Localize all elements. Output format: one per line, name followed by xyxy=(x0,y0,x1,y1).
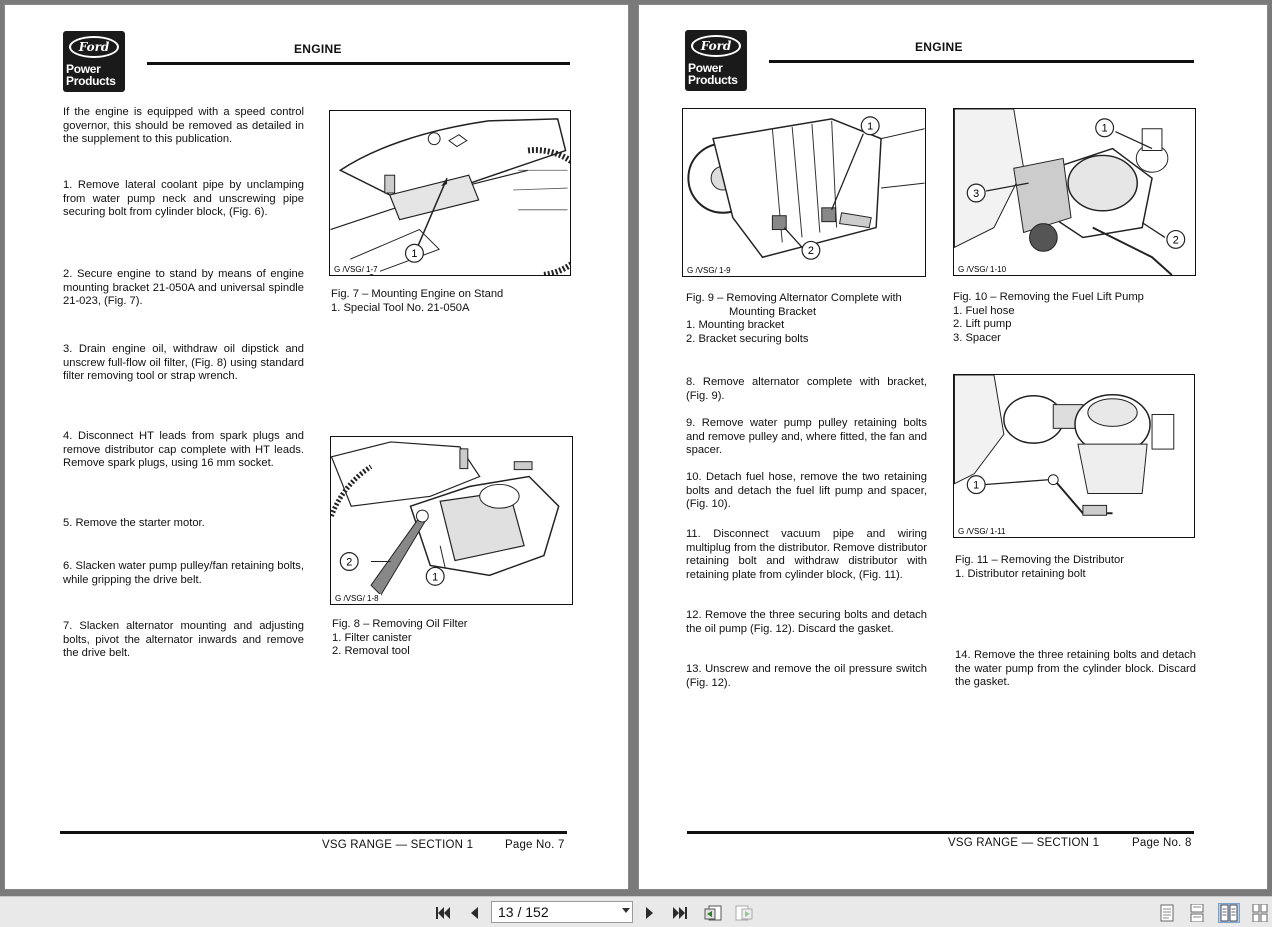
ford-logo xyxy=(63,31,125,92)
step-2: 2. Secure engine to stand by means of engine mounting bracket 21-050A and universal spindle 21-023, (Fig. 7). xyxy=(63,268,304,308)
go-forward-icon xyxy=(734,904,754,922)
page-7 xyxy=(4,4,629,890)
fig9-callout-1: 1 xyxy=(867,120,874,133)
fig-7-illustration xyxy=(329,110,571,276)
step-13: 13. Unscrew and remove the oil pressure switch (Fig. 12). xyxy=(686,663,927,689)
page-header: ENGINE xyxy=(294,42,342,56)
prev-page-button[interactable] xyxy=(463,903,485,923)
fig-8-code: G /VSG/ 1-8 xyxy=(335,594,379,603)
footer-page-number: Page No. 7 xyxy=(505,839,565,851)
fig-8-item-2: 2. Removal tool xyxy=(332,645,410,658)
fig-9-illustration xyxy=(682,108,926,277)
fig10-callout-3: 3 xyxy=(973,187,980,200)
logo-line2: Products xyxy=(688,73,738,87)
facing-icon xyxy=(1220,904,1238,922)
fig-9-code: G /VSG/ 1-9 xyxy=(687,266,731,275)
page-number-input[interactable] xyxy=(492,902,612,922)
step-9: 9. Remove water pump pulley retaining bolts and remove pulley and, where fitted, the fan and spacer. xyxy=(686,417,927,457)
step-3: 3. Drain engine oil, withdraw oil dipstick and unscrew full-flow oil filter, (Fig. 8) using standard filter removing tool or strap wrench. xyxy=(63,343,304,383)
fig7-callout-1: 1 xyxy=(411,248,418,261)
first-page-button[interactable] xyxy=(432,903,454,923)
step-10: 10. Detach fuel hose, remove the two retaining bolts and detach the fuel lift pump and spacer, (Fig. 10). xyxy=(686,471,927,511)
logo-line1: Power xyxy=(66,62,101,76)
header-rule xyxy=(769,60,1194,63)
fig-9-item-2: 2. Bracket securing bolts xyxy=(686,332,809,345)
navigation-toolbar xyxy=(0,896,1272,927)
fig-8-illustration xyxy=(330,436,573,605)
fig10-callout-1: 1 xyxy=(1101,122,1108,135)
fig-8-item-1: 1. Filter canister xyxy=(332,631,412,644)
ford-oval-logo: Ford xyxy=(69,36,119,58)
first-page-icon xyxy=(434,905,452,921)
fig-7-code: G /VSG/ 1-7 xyxy=(334,265,378,274)
footer-page-number: Page No. 8 xyxy=(1132,837,1192,849)
fig-10-item-3: 3. Spacer xyxy=(953,331,1001,344)
fig-9-title-cont: Mounting Bracket xyxy=(729,305,817,318)
ford-logo xyxy=(685,30,747,91)
fig-7-title: Fig. 7 – Mounting Engine on Stand xyxy=(331,288,504,300)
page-header: ENGINE xyxy=(915,40,963,54)
fig-7-item-1: 1. Special Tool No. 21-050A xyxy=(331,301,470,314)
step-7: 7. Slacken alternator mounting and adjusting bolts, pivot the alternator inwards and remove the drive belt. xyxy=(63,620,304,660)
step-4: 4. Disconnect HT leads from spark plugs and remove distributor cap complete with HT leads. Remove spark plugs, using 16 mm socket. xyxy=(63,430,304,470)
footer-section: VSG RANGE — SECTION 1 xyxy=(948,837,1100,849)
footer-rule xyxy=(60,831,567,834)
continuous-icon xyxy=(1190,904,1204,922)
fig-10-item-2: 2. Lift pump xyxy=(953,318,1012,331)
step-1: 1. Remove lateral coolant pipe by unclamping from water pump neck and unscrewing pipe securing bolt from cylinder block, (Fig. 6). xyxy=(63,179,304,219)
footer-rule xyxy=(687,831,1194,834)
fig-11-title: Fig. 11 – Removing the Distributor xyxy=(955,554,1124,566)
chevron-down-icon[interactable] xyxy=(622,908,630,913)
logo-line1: Power xyxy=(688,61,723,75)
fig-10-title: Fig. 10 – Removing the Fuel Lift Pump xyxy=(953,291,1144,303)
last-page-icon xyxy=(671,905,689,921)
fig-11-code: G /VSG/ 1-11 xyxy=(958,527,1006,536)
facing-continuous-view-button[interactable] xyxy=(1250,903,1270,923)
single-page-icon xyxy=(1160,904,1174,922)
ford-oval-logo: Ford xyxy=(691,35,741,57)
fig10-callout-2: 2 xyxy=(1172,234,1179,247)
intro-text: If the engine is equipped with a speed control governor, this should be removed as detailed in the supplement to this publication. xyxy=(63,106,304,146)
fig11-callout-1: 1 xyxy=(973,479,980,492)
next-page-icon xyxy=(643,905,657,921)
fig8-callout-1: 1 xyxy=(432,571,439,584)
header-rule xyxy=(147,62,570,65)
fig-11-illustration xyxy=(953,374,1195,538)
go-back-button[interactable] xyxy=(702,903,724,923)
footer-section: VSG RANGE — SECTION 1 xyxy=(322,839,474,851)
fig-9-item-1: 1. Mounting bracket xyxy=(686,319,785,332)
single-page-view-button[interactable] xyxy=(1156,903,1178,923)
go-back-icon xyxy=(703,904,723,922)
go-forward-button[interactable] xyxy=(733,903,755,923)
fig9-callout-2: 2 xyxy=(807,245,814,258)
fig-7-caption xyxy=(331,288,571,315)
page-number-field[interactable] xyxy=(491,901,633,923)
fig-11-caption xyxy=(955,554,1205,581)
fig-8-title: Fig. 8 – Removing Oil Filter xyxy=(332,618,468,630)
page-8 xyxy=(638,4,1268,890)
fig-10-illustration xyxy=(953,108,1196,276)
fig-10-code: G /VSG/ 1-10 xyxy=(958,265,1007,274)
continuous-view-button[interactable] xyxy=(1186,903,1208,923)
fig-9-title: Fig. 9 – Removing Alternator Complete with xyxy=(686,292,902,304)
fig-10-item-1: 1. Fuel hose xyxy=(953,304,1015,317)
logo-line2: Products xyxy=(66,74,116,88)
fig-10-caption xyxy=(953,291,1203,345)
step-5: 5. Remove the starter motor. xyxy=(63,517,205,529)
step-6: 6. Slacken water pump pulley/fan retaining bolts, while gripping the drive belt. xyxy=(63,560,304,586)
facing-continuous-icon xyxy=(1252,904,1268,922)
next-page-button[interactable] xyxy=(639,903,661,923)
last-page-button[interactable] xyxy=(669,903,691,923)
facing-view-button[interactable] xyxy=(1218,903,1240,923)
step-11: 11. Disconnect vacuum pipe and wiring multiplug from the distributor. Remove distributor retaining bolt and withdraw distributor with retaining plate from cylinder block, (Fig. 11). xyxy=(686,528,927,581)
fig8-callout-2: 2 xyxy=(346,556,353,569)
step-14: 14. Remove the three retaining bolts and detach the water pump from the cylinder block. Discard the gasket. xyxy=(955,649,1196,689)
fig-11-item-1: 1. Distributor retaining bolt xyxy=(955,567,1086,580)
fig-9-caption xyxy=(686,292,936,346)
step-8: 8. Remove alternator complete with bracket, (Fig. 9). xyxy=(686,376,927,402)
step-12: 12. Remove the three securing bolts and detach the oil pump (Fig. 12). Discard the gasket. xyxy=(686,609,927,635)
prev-page-icon xyxy=(467,905,481,921)
fig-8-caption xyxy=(332,618,572,659)
